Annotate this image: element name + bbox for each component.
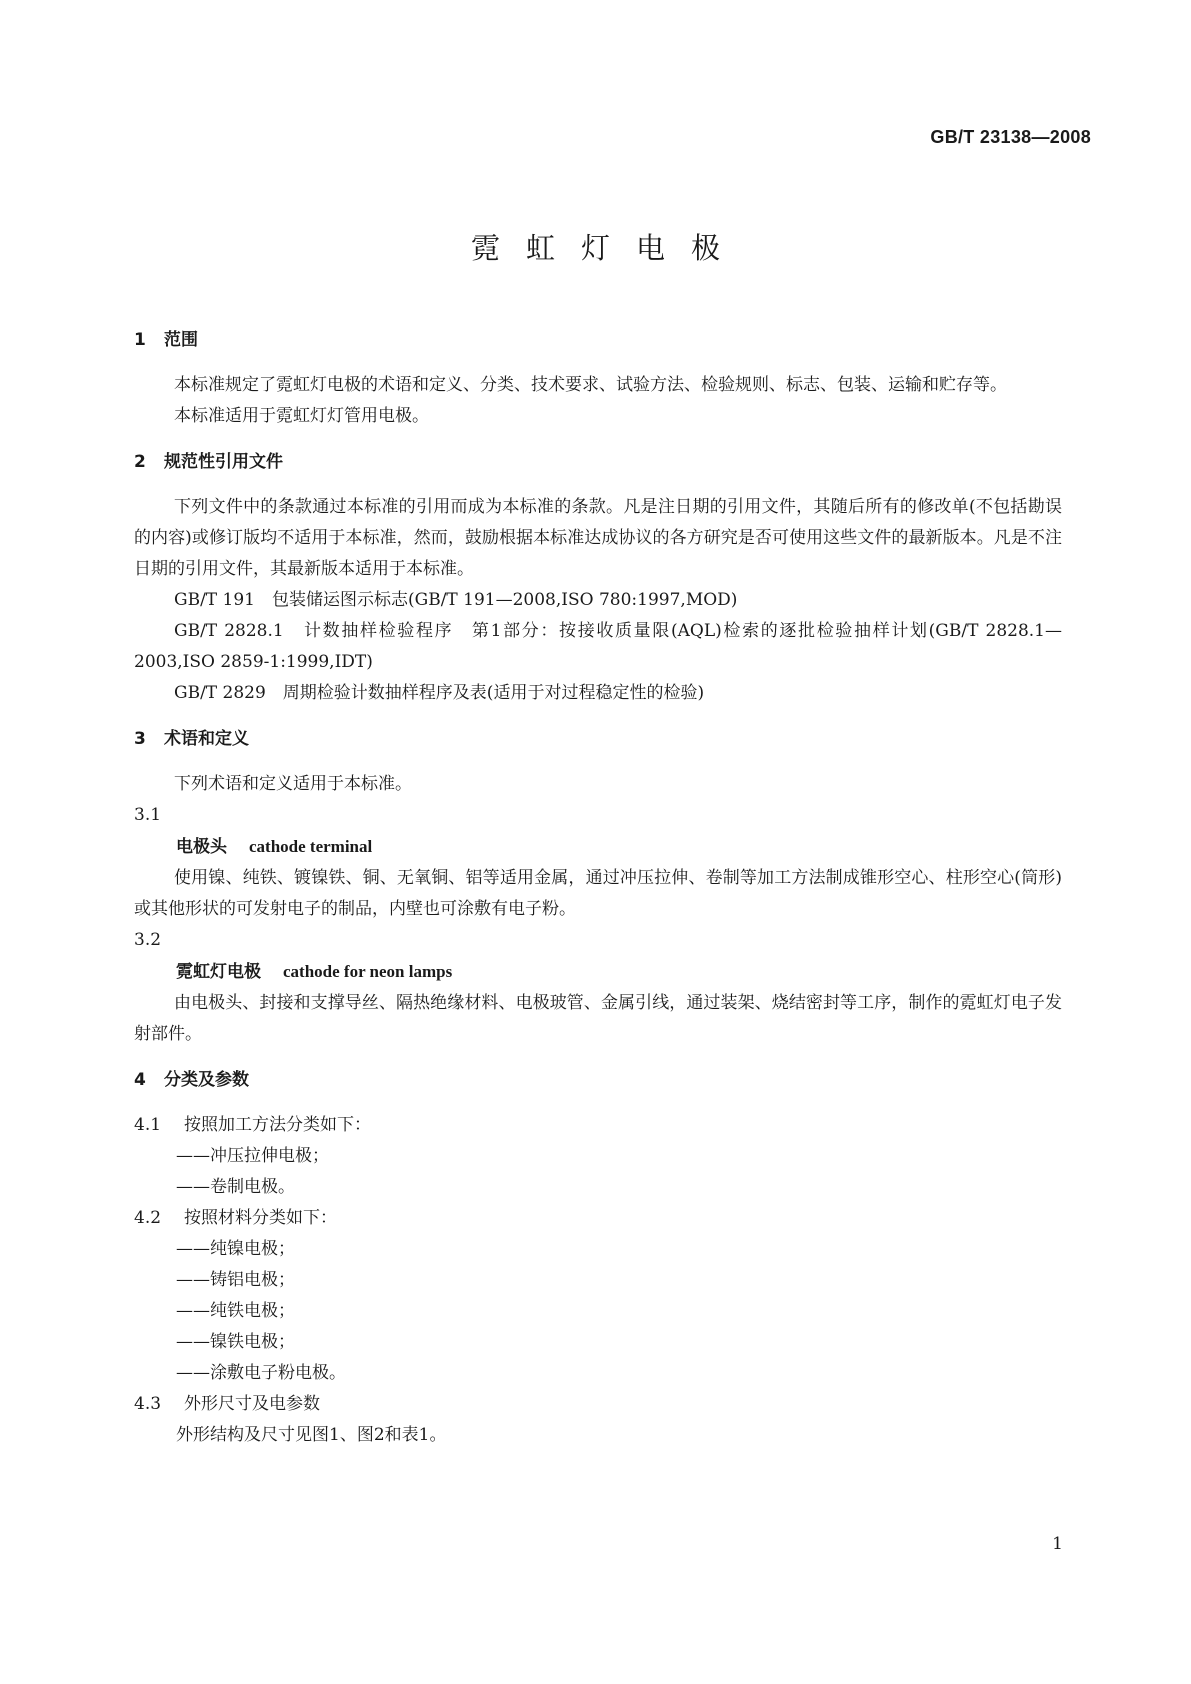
section-title: 规范性引用文件 (164, 452, 283, 472)
subclause-text: 按照加工方法分类如下： (184, 1115, 371, 1135)
term-definition: 由电极头、封接和支撑导丝、隔热绝缘材料、电极玻管、金属引线，通过装架、烧结密封等工序，制作的霓虹灯电子发射部件。 (134, 993, 1062, 1044)
document-body (134, 328, 1062, 1451)
subclause-text: 外形尺寸及电参数 (184, 1394, 320, 1414)
term-heading (134, 956, 1062, 988)
term-english: cathode terminal (249, 837, 373, 856)
section-4-heading (134, 1068, 1062, 1092)
list-item: ——纯镍电极； (176, 1239, 295, 1259)
term-number: 3.2 (134, 930, 162, 950)
section-number: 3 (134, 729, 146, 749)
paragraph: 外形结构及尺寸见图1、图2和表1。 (176, 1425, 447, 1445)
term-definition: 使用镍、纯铁、镀镍铁、铜、无氧铜、铝等适用金属，通过冲压拉伸、卷制等加工方法制成锥形空心、柱形空心(筒形)或其他形状的可发射电子的制品，内壁也可涂敷有电子粉。 (134, 868, 1062, 919)
list-item: ——铸铝电极； (176, 1270, 295, 1290)
subclause-4-3 (134, 1389, 1062, 1420)
standard-code: GB/T 23138—2008 (930, 127, 1091, 147)
section-3-heading (134, 727, 1062, 751)
section-number: 4 (134, 1070, 146, 1090)
section-2-heading (134, 450, 1062, 474)
term-chinese: 电极头 (176, 837, 227, 857)
normative-reference: GB/T 2829 周期检验计数抽样程序及表(适用于对过程稳定性的检验) (174, 683, 705, 703)
subclause-number: 4.2 (134, 1208, 162, 1228)
section-number: 1 (134, 330, 146, 350)
section-title: 分类及参数 (164, 1070, 249, 1090)
paragraph: 本标准适用于霓虹灯灯管用电极。 (174, 406, 429, 426)
section-title: 范围 (164, 330, 198, 350)
term-chinese: 霓虹灯电极 (176, 962, 261, 982)
list-item: ——镍铁电极； (176, 1332, 295, 1352)
list-item: ——纯铁电极； (176, 1301, 295, 1321)
term-number: 3.1 (134, 805, 162, 825)
list-item: ——冲压拉伸电极； (176, 1146, 329, 1166)
subclause-number: 4.3 (134, 1394, 162, 1414)
normative-reference: GB/T 191 包装储运图示标志(GB/T 191—2008,ISO 780:1997,MOD) (174, 590, 738, 610)
term-heading (134, 831, 1062, 863)
subclause-number: 4.1 (134, 1115, 162, 1135)
section-1-heading (134, 328, 1062, 352)
subclause-4-1 (134, 1110, 1062, 1141)
document-title: 霓虹灯电极 (470, 231, 746, 265)
paragraph: 下列术语和定义适用于本标准。 (174, 774, 412, 794)
subclause-4-2 (134, 1203, 1062, 1234)
paragraph: 本标准规定了霓虹灯电极的术语和定义、分类、技术要求、试验方法、检验规则、标志、包装、运输和贮存等。 (174, 375, 1007, 395)
section-title: 术语和定义 (164, 729, 249, 749)
section-number: 2 (134, 452, 146, 472)
normative-reference: GB/T 2828.1 计数抽样检验程序 第1部分：按接收质量限(AQL)检索的逐批检验抽样计划(GB/T 2828.1—2003,ISO 2859-1:1999,IDT) (134, 621, 1062, 672)
term-english: cathode for neon lamps (283, 962, 453, 981)
paragraph: 下列文件中的条款通过本标准的引用而成为本标准的条款。凡是注日期的引用文件，其随后所有的修改单(不包括勘误的内容)或修订版均不适用于本标准，然而，鼓励根据本标准达成协议的各方研究是否可使用这些文件的最新版本。凡是不注日期的引用文件，其最新版本适用于本标准。 (134, 497, 1062, 579)
list-item: ——涂敷电子粉电极。 (176, 1363, 346, 1383)
page-number: 1 (1052, 1534, 1063, 1554)
subclause-text: 按照材料分类如下： (184, 1208, 337, 1228)
list-item: ——卷制电极。 (176, 1177, 295, 1197)
